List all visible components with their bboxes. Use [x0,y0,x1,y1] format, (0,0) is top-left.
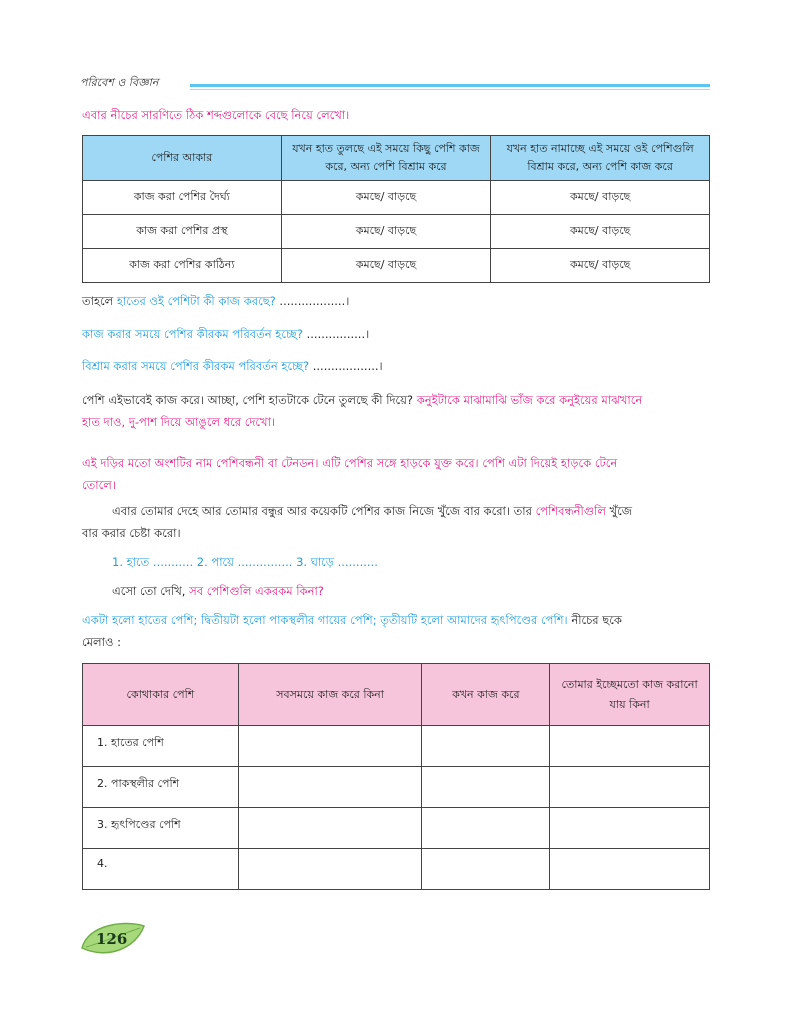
question-1: তাহলে হাতের ওই পেশিটা কী কাজ করছে? ..................। [82,294,350,308]
answer-cell [422,808,550,849]
answer-cell [238,767,422,808]
table-cell: 2. পাকস্থলীর পেশি [83,767,239,808]
table-header-cell: যখন হাত তুলছে এই সময়ে কিছু পেশি কাজ করে, অন্য পেশি বিশ্রাম করে [281,136,491,181]
table-header-cell: কখন কাজ করে [422,664,550,726]
table-cell: কমছে/ বাড়ছে [491,215,710,249]
table-header-cell: সবসময়ে কাজ করে কিনা [238,664,422,726]
table-cell: 3. হৃৎপিণ্ডের পেশি [83,808,239,849]
table-header-cell: যখন হাত নামাচ্ছে এই সময়ে ওই পেশিগুলি বিশ্রাম করে, অন্য পেশি কাজ করে [491,136,710,181]
table-row [83,808,710,849]
page-number-badge [78,918,148,962]
table-row [83,726,710,767]
question-3: বিশ্রাম করার সময়ে পেশির কীরকম পরিবর্তন হচ্ছে? ..................। [82,359,383,373]
paragraph-2-line-2: তোলে। [82,478,116,492]
question-2: কাজ করার সময়ে পেশির কীরকম পরিবর্তন হচ্ছে? ................। [82,327,370,341]
answer-cell [550,808,710,849]
table-row [83,249,710,283]
page-header [80,74,710,94]
table-header-row [83,136,710,181]
table-row [83,849,710,890]
table-cell: কাজ করা পেশির প্রস্থ [83,215,282,249]
table-cell: কমছে/ বাড়ছে [281,215,491,249]
table-cell: কমছে/ বাড়ছে [491,249,710,283]
table-row [83,215,710,249]
table-header-cell: তোমার ইচ্ছেমতো কাজ করানো যায় কিনা [550,664,710,726]
paragraph-3-line-2: বার করার চেষ্টা করো। [82,526,181,540]
answer-cell [550,726,710,767]
paragraph-4: এসো তো দেখি, সব পেশিগুলি একরকম কিনা? [112,584,324,598]
answer-cell [550,767,710,808]
answer-cell [238,808,422,849]
page-number: 126 [96,930,128,948]
paragraph-3-line-1: এবার তোমার দেহে আর তোমার বন্ধুর আর কয়েকটি পেশির কাজ নিজে খুঁজে বার করো। তার পেশিবন্ধনীগুলি খুঁজে [112,504,633,518]
table-header-cell: কোথাকার পেশি [83,664,239,726]
table-row [83,181,710,215]
answer-cell [550,849,710,890]
answer-cell [422,849,550,890]
instruction-1: এবার নীচের সারণিতে ঠিক শব্দগুলোকে বেছে নিয়ে লেখো। [82,108,350,122]
muscle-type-table [82,663,710,890]
table-header-row [83,664,710,726]
paragraph-2-line-1: এই দড়ির মতো অংশটির নাম পেশিবন্ধনী বা টেনডন। এটি পেশির সঙ্গে হাড়কে যুক্ত করে। পেশি এটা দিয়েই হাড়কে টেনে [82,456,618,470]
table-cell: 1. হাতের পেশি [83,726,239,767]
muscle-shape-table [82,135,710,283]
paragraph-1-line-1: পেশি এইভাবেই কাজ করে। আচ্ছা, পেশি হাতটাকে টেনে তুলছে কী দিয়ে? কনুইটাকে মাঝামাঝি ভাঁজ করে কনুইয়ের মাঝখানে [82,393,643,407]
answer-cell [238,849,422,890]
table-cell: কমছে/ বাড়ছে [281,181,491,215]
header-rule [190,84,710,90]
table-cell: 4. [83,849,239,890]
header-title: পরিবেশ ও বিজ্ঞান [80,76,159,89]
table-cell: কমছে/ বাড়ছে [281,249,491,283]
answer-cell [422,767,550,808]
table-row [83,767,710,808]
table-header-cell: পেশির আকার [83,136,282,181]
answer-cell [422,726,550,767]
paragraph-5-line-2: মেলাও : [82,635,121,649]
table-cell: কমছে/ বাড়ছে [491,181,710,215]
table-cell: কাজ করা পেশির দৈর্ঘ্য [83,181,282,215]
paragraph-5-line-1: একটা হলো হাতের পেশি; দ্বিতীয়টা হলো পাকস্থলীর গায়ের পেশি; তৃতীয়টি হলো আমাদের হৃৎপিণ্ডের পেশি। নীচের ছকে [82,613,622,627]
paragraph-1-line-2: হাত দাও, দু-পাশ দিয়ে আঙুলে ধরে দেখো। [82,415,276,429]
fill-in-list: 1. হাতে ........... 2. পায়ে ............... 3. ঘাড়ে ........... [112,555,378,569]
table-cell: কাজ করা পেশির কাঠিন্য [83,249,282,283]
answer-cell [238,726,422,767]
